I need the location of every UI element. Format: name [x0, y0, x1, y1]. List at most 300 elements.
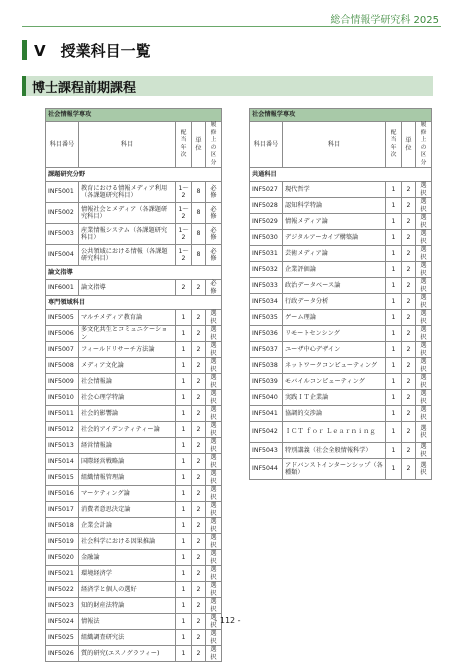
course-code: INF5030	[250, 230, 283, 246]
course-req: 選択	[416, 230, 432, 246]
course-req: 選択	[206, 358, 222, 374]
course-req: 必修	[206, 245, 222, 266]
table-row	[250, 246, 432, 262]
course-req: 必修	[206, 224, 222, 245]
course-code: INF5031	[250, 246, 283, 262]
course-credit: 2	[402, 294, 416, 310]
table-row	[46, 422, 222, 438]
category-label: 社会情報学専攻	[250, 109, 432, 122]
course-year: 1	[176, 630, 192, 646]
course-req: 選択	[416, 326, 432, 342]
table-row	[46, 598, 222, 614]
subsection-title: 博士課程前期課程	[32, 81, 137, 96]
course-name: マルチメディア教育論	[79, 310, 176, 326]
course-code: INF5003	[46, 224, 79, 245]
course-req: 選択	[206, 534, 222, 550]
course-req: 選択	[416, 182, 432, 198]
course-year: 1〜2	[176, 245, 192, 266]
course-req: 選択	[206, 614, 222, 630]
course-credit: 2	[192, 582, 206, 598]
course-req: 選択	[206, 566, 222, 582]
course-code: INF5042	[250, 422, 283, 443]
course-code: INF5005	[46, 310, 79, 326]
table-row	[46, 406, 222, 422]
course-req: 選択	[206, 470, 222, 486]
course-credit: 2	[402, 406, 416, 422]
course-code: INF5040	[250, 390, 283, 406]
course-year: 1	[386, 214, 402, 230]
course-name: アドバンストインターンシップ（各種類）	[283, 459, 386, 480]
course-credit: 2	[192, 486, 206, 502]
header-credit: 単位	[402, 122, 416, 168]
course-year: 1	[176, 534, 192, 550]
course-year: 1	[176, 406, 192, 422]
course-credit: 2	[192, 614, 206, 630]
course-year: 1	[386, 294, 402, 310]
table-row	[46, 224, 222, 245]
course-credit: 2	[192, 342, 206, 358]
course-year: 1	[176, 614, 192, 630]
course-req: 選択	[206, 438, 222, 454]
course-credit: 2	[192, 550, 206, 566]
course-credit: 8	[192, 203, 206, 224]
course-req: 選択	[416, 459, 432, 480]
header-year: 配当 年次	[386, 122, 402, 168]
course-name: 組織情報管理論	[79, 470, 176, 486]
header-credit: 単位	[192, 122, 206, 168]
course-name: 協調的交渉論	[283, 406, 386, 422]
course-code: INF5010	[46, 390, 79, 406]
header-name: 科目	[283, 122, 386, 168]
course-year: 1	[386, 310, 402, 326]
course-name: 行政データ分析	[283, 294, 386, 310]
course-name: 環境経済学	[79, 566, 176, 582]
course-req: 選択	[416, 262, 432, 278]
course-req: 必修	[206, 280, 222, 296]
course-req: 選択	[416, 374, 432, 390]
course-req: 選択	[416, 198, 432, 214]
course-code: INF5024	[46, 614, 79, 630]
course-year: 1	[176, 598, 192, 614]
course-name: 社会科学における因果推論	[79, 534, 176, 550]
course-req: 選択	[206, 390, 222, 406]
table-row	[46, 280, 222, 296]
course-req: 必修	[206, 203, 222, 224]
course-name: 実践ＩＴ企業論	[283, 390, 386, 406]
table-row	[46, 310, 222, 326]
course-name: フィールドリサーチ方法論	[79, 342, 176, 358]
course-credit: 2	[192, 438, 206, 454]
course-code: INF5020	[46, 550, 79, 566]
course-req: 選択	[206, 310, 222, 326]
column-header-row	[46, 122, 222, 168]
course-req: 選択	[206, 326, 222, 342]
course-name: 産業情報システム（各課題研究科目）	[79, 224, 176, 245]
course-code: INF5014	[46, 454, 79, 470]
table-row	[250, 214, 432, 230]
course-req: 選択	[416, 278, 432, 294]
table-row	[250, 422, 432, 443]
table-row	[46, 518, 222, 534]
course-credit: 2	[192, 502, 206, 518]
group-row	[46, 168, 222, 182]
course-year: 1	[176, 310, 192, 326]
course-name: 教育における情報メディア利用（各課題研究科目）	[79, 182, 176, 203]
category-row	[250, 109, 432, 122]
header-year: 配当 年次	[176, 122, 192, 168]
course-year: 1	[176, 422, 192, 438]
header-code: 科目番号	[250, 122, 283, 168]
course-code: INF5023	[46, 598, 79, 614]
course-name: 知的財産法特論	[79, 598, 176, 614]
table-row	[46, 502, 222, 518]
table-row	[46, 358, 222, 374]
course-credit: 2	[192, 280, 206, 296]
course-credit: 2	[402, 374, 416, 390]
course-name: 特別講義（社会全般情報科学）	[283, 443, 386, 459]
course-code: INF5009	[46, 374, 79, 390]
table-row	[250, 294, 432, 310]
course-credit: 2	[402, 326, 416, 342]
course-code: INF5027	[250, 182, 283, 198]
group-label: 専門領域科目	[46, 296, 222, 310]
course-req: 選択	[206, 550, 222, 566]
course-name: ネットワークコンピューティング	[283, 358, 386, 374]
course-credit: 2	[402, 358, 416, 374]
course-name: デジタルアーカイブ構築論	[283, 230, 386, 246]
table-row	[46, 566, 222, 582]
course-req: 選択	[416, 390, 432, 406]
table-row	[250, 358, 432, 374]
course-name: マーケティング論	[79, 486, 176, 502]
course-year: 1〜2	[176, 224, 192, 245]
course-credit: 2	[192, 422, 206, 438]
course-year: 1	[176, 342, 192, 358]
header-code: 科目番号	[46, 122, 79, 168]
course-credit: 2	[402, 198, 416, 214]
course-code: INF5032	[250, 262, 283, 278]
header-rule	[22, 26, 441, 27]
course-req: 選択	[206, 406, 222, 422]
course-credit: 2	[192, 310, 206, 326]
group-label: 共通科目	[250, 168, 432, 182]
course-credit: 2	[192, 358, 206, 374]
course-year: 1	[176, 374, 192, 390]
header-req: 履修 上の 区分	[206, 122, 222, 168]
course-credit: 2	[192, 566, 206, 582]
course-req: 必修	[206, 182, 222, 203]
table-row	[46, 630, 222, 646]
course-name: 社会情報論	[79, 374, 176, 390]
course-year: 1〜2	[176, 182, 192, 203]
section-heading	[22, 40, 433, 60]
table-row	[250, 262, 432, 278]
course-code: INF5028	[250, 198, 283, 214]
page-number: - 112 -	[214, 616, 241, 625]
course-name: リモートセンシング	[283, 326, 386, 342]
table-row	[46, 182, 222, 203]
course-code: INF5036	[250, 326, 283, 342]
group-label: 課題研究分野	[46, 168, 222, 182]
course-code: INF5038	[250, 358, 283, 374]
course-name: 社会的アイデンティティー論	[79, 422, 176, 438]
course-year: 1	[386, 390, 402, 406]
course-table-right	[249, 108, 432, 480]
course-year: 2	[176, 280, 192, 296]
course-year: 1	[176, 454, 192, 470]
course-req: 選択	[206, 454, 222, 470]
course-name: メディア文化論	[79, 358, 176, 374]
course-req: 選択	[206, 646, 222, 662]
course-credit: 2	[192, 326, 206, 342]
course-code: INF5043	[250, 443, 283, 459]
course-req: 選択	[206, 518, 222, 534]
course-name: 多文化共生とコミュニケーション	[79, 326, 176, 342]
course-name: 情報メディア論	[283, 214, 386, 230]
course-year: 1	[386, 459, 402, 480]
course-name: 社会心理学特論	[79, 390, 176, 406]
course-code: INF5035	[250, 310, 283, 326]
course-name: 現代哲学	[283, 182, 386, 198]
course-year: 1〜2	[176, 203, 192, 224]
course-credit: 2	[192, 390, 206, 406]
course-req: 選択	[416, 358, 432, 374]
course-year: 1	[176, 438, 192, 454]
course-code: INF5033	[250, 278, 283, 294]
table-row	[250, 342, 432, 358]
course-name: 国際経営戦略論	[79, 454, 176, 470]
table-row	[250, 230, 432, 246]
course-year: 1	[176, 470, 192, 486]
course-year: 1	[386, 406, 402, 422]
course-year: 1	[386, 422, 402, 443]
table-row	[250, 278, 432, 294]
course-code: INF5018	[46, 518, 79, 534]
table-row	[46, 486, 222, 502]
course-year: 1	[176, 582, 192, 598]
course-code: INF5007	[46, 342, 79, 358]
table-row	[46, 390, 222, 406]
course-credit: 2	[402, 342, 416, 358]
course-code: INF5011	[46, 406, 79, 422]
table-row	[250, 406, 432, 422]
group-label: 論文指導	[46, 266, 222, 280]
course-credit: 2	[192, 406, 206, 422]
running-header: 総合情報学研究科 2025	[330, 15, 439, 26]
course-req: 選択	[416, 443, 432, 459]
course-table-left	[45, 108, 222, 662]
course-credit: 2	[402, 443, 416, 459]
course-credit: 2	[192, 534, 206, 550]
course-req: 選択	[206, 598, 222, 614]
course-name: 質的研究(エスノグラフィー)	[79, 646, 176, 662]
course-year: 1	[176, 550, 192, 566]
course-year: 1	[386, 443, 402, 459]
course-year: 1	[176, 566, 192, 582]
course-code: INF5041	[250, 406, 283, 422]
course-credit: 2	[192, 518, 206, 534]
course-name: 芸術メディア論	[283, 246, 386, 262]
course-req: 選択	[416, 406, 432, 422]
course-name: 認知科学特論	[283, 198, 386, 214]
course-code: INF5025	[46, 630, 79, 646]
course-req: 選択	[206, 486, 222, 502]
course-year: 1	[176, 502, 192, 518]
course-credit: 2	[402, 422, 416, 443]
course-year: 1	[386, 278, 402, 294]
course-name: 情報社会とメディア（各課題研究科目）	[79, 203, 176, 224]
group-row	[46, 296, 222, 310]
course-name: 企業評価論	[283, 262, 386, 278]
course-name: 情報法	[79, 614, 176, 630]
table-row	[46, 438, 222, 454]
course-credit: 2	[192, 470, 206, 486]
course-year: 1	[176, 518, 192, 534]
table-row	[46, 646, 222, 662]
course-year: 1	[386, 230, 402, 246]
course-name: ゲーム理論	[283, 310, 386, 326]
course-year: 1	[386, 246, 402, 262]
course-code: INF5004	[46, 245, 79, 266]
table-row	[250, 182, 432, 198]
table-row	[46, 550, 222, 566]
course-year: 1	[386, 198, 402, 214]
course-name: 論文指導	[79, 280, 176, 296]
course-code: INF5029	[250, 214, 283, 230]
course-code: INF5021	[46, 566, 79, 582]
course-year: 1	[176, 390, 192, 406]
course-credit: 2	[402, 182, 416, 198]
header-req: 履修 上の 区分	[416, 122, 432, 168]
course-year: 1	[386, 326, 402, 342]
course-credit: 2	[402, 214, 416, 230]
table-row	[46, 582, 222, 598]
course-name: 社会的影響論	[79, 406, 176, 422]
course-credit: 2	[402, 459, 416, 480]
table-row	[46, 245, 222, 266]
course-year: 1	[386, 182, 402, 198]
column-header-row	[250, 122, 432, 168]
table-row	[46, 342, 222, 358]
group-row	[250, 168, 432, 182]
course-req: 選択	[416, 294, 432, 310]
table-row	[250, 443, 432, 459]
course-name: ＩＣＴ ｆｏｒ Ｌｅａｒｎｉｎｇ	[283, 422, 386, 443]
course-credit: 2	[402, 230, 416, 246]
table-row	[46, 534, 222, 550]
header-name: 科目	[79, 122, 176, 168]
course-code: INF5034	[250, 294, 283, 310]
course-code: INF5039	[250, 374, 283, 390]
course-credit: 2	[402, 246, 416, 262]
course-req: 選択	[416, 342, 432, 358]
course-code: INF5006	[46, 326, 79, 342]
course-code: INF5015	[46, 470, 79, 486]
course-name: 消費者意思決定論	[79, 502, 176, 518]
course-year: 1	[176, 326, 192, 342]
course-name: 組織調査研究法	[79, 630, 176, 646]
course-credit: 2	[192, 630, 206, 646]
course-year: 1	[386, 358, 402, 374]
table-row	[250, 459, 432, 480]
course-name: 公共領域における情報（各課題研究科目）	[79, 245, 176, 266]
table-row	[250, 390, 432, 406]
course-year: 1	[386, 342, 402, 358]
course-credit: 2	[192, 374, 206, 390]
table-row	[250, 310, 432, 326]
course-year: 1	[176, 486, 192, 502]
course-code: INF5022	[46, 582, 79, 598]
course-req: 選択	[416, 422, 432, 443]
course-code: INF5002	[46, 203, 79, 224]
section-title: Ⅴ 授業科目一覧	[34, 42, 151, 60]
course-req: 選択	[206, 582, 222, 598]
course-name: ユーザ中心デザイン	[283, 342, 386, 358]
course-code: INF5017	[46, 502, 79, 518]
course-credit: 2	[192, 646, 206, 662]
course-code: INF5012	[46, 422, 79, 438]
course-credit: 2	[192, 454, 206, 470]
course-name: 金融論	[79, 550, 176, 566]
table-row	[46, 203, 222, 224]
course-code: INF6001	[46, 280, 79, 296]
course-credit: 8	[192, 224, 206, 245]
course-name: 政治データベース論	[283, 278, 386, 294]
subsection-heading	[22, 76, 433, 96]
course-code: INF5026	[46, 646, 79, 662]
course-year: 1	[176, 358, 192, 374]
course-code: INF5008	[46, 358, 79, 374]
course-code: INF5001	[46, 182, 79, 203]
course-credit: 2	[402, 262, 416, 278]
course-code: INF5019	[46, 534, 79, 550]
category-label: 社会情報学専攻	[46, 109, 222, 122]
course-credit: 8	[192, 182, 206, 203]
course-req: 選択	[206, 422, 222, 438]
course-name: 経済学と個人の選好	[79, 582, 176, 598]
course-credit: 2	[402, 390, 416, 406]
course-credit: 2	[192, 598, 206, 614]
course-name: モバイルコンピューティング	[283, 374, 386, 390]
course-req: 選択	[206, 342, 222, 358]
course-year: 1	[386, 374, 402, 390]
course-req: 選択	[206, 374, 222, 390]
course-name: 企業会計論	[79, 518, 176, 534]
course-name: 経営情報論	[79, 438, 176, 454]
course-req: 選択	[206, 502, 222, 518]
course-year: 1	[386, 262, 402, 278]
group-row	[46, 266, 222, 280]
course-req: 選択	[416, 310, 432, 326]
table-row	[250, 374, 432, 390]
course-code: INF5037	[250, 342, 283, 358]
table-row	[46, 470, 222, 486]
table-row	[46, 374, 222, 390]
table-row	[46, 454, 222, 470]
course-code: INF5016	[46, 486, 79, 502]
table-row	[250, 198, 432, 214]
course-req: 選択	[416, 246, 432, 262]
course-code: INF5013	[46, 438, 79, 454]
course-year: 1	[176, 646, 192, 662]
course-code: INF5044	[250, 459, 283, 480]
course-req: 選択	[416, 214, 432, 230]
table-row	[250, 326, 432, 342]
table-row	[46, 326, 222, 342]
category-row	[46, 109, 222, 122]
course-credit: 8	[192, 245, 206, 266]
course-req: 選択	[206, 630, 222, 646]
